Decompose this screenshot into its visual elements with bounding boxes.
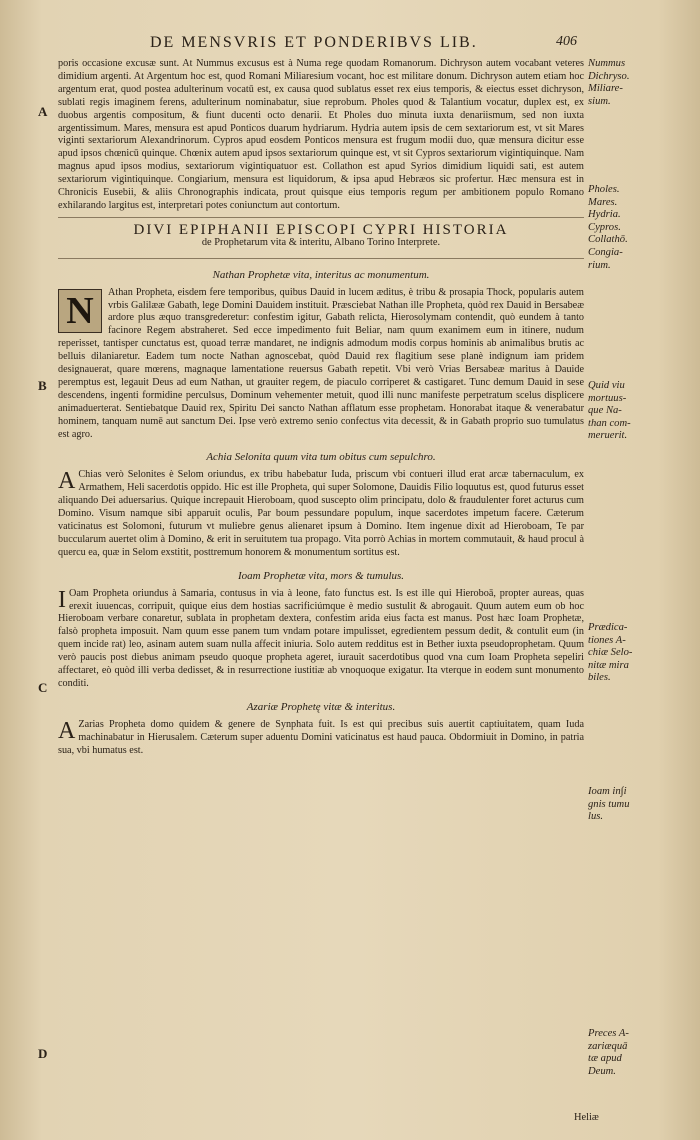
- nathan-text: Athan Propheta, eisdem fere temporibus, quibus Dauid in lucem æditus, è tribu & prosapia Thock, popularis autem vrbis Galilææ Gabath, lege Domini Dauidem instituit. Præsciebat Nathan ille Propheta, quòd rex Dauid in Bersabeæ ardore plus æquo transgrederetur: confestim igitur, Gabath relicta, Hierosolymam contendit, quò eundem à tanto facinore Regem abstraheret. Sed ecce impedimento fuit Beliar, nam quum exanimem eum in itinere, nudum reperisset, tantisper cunctatus est, quoad terræ mandaret, ne indignis admodum modis corpus hominis ab animalibus brutis ac belluis dilaniaretur. Eadem tum nocte Nathan agnoscebat, quòd Dauid rex flagitium sese planè indignum iam pridem designauerat, quare mœrens, magnaque lamentatione reuersus Gabath repetit. Vbi verò Vrias Bersabeæ maritus à Dauide peremptus est, legauit Deus ad eum Nathan, ut grauiter regem, de piaculo corriperet & castigaret. Tunc demum Dauid in sese descendens, ingenti formidine perculsus, Dominum vehementer metuit, quod illi nunc manifeste perpetratum scelus displicere animaduerterat. Sentiebatque Dauid rex, Spiritu Dei sancto Nathan afflatum esse prophetam. Honorabat itaque & venerabatur hominem, tanquam numē aut sanctum Dei. Ipse verò extremo senio confectus vita decessit, & in Gabath proprio suo tumulatus est agro.: [58, 286, 584, 440]
- margin-note-line: nitæ mira: [588, 659, 629, 671]
- decorated-initial: N: [58, 289, 102, 333]
- initial-letter: I: [58, 586, 66, 613]
- margin-note-1: [588, 58, 654, 108]
- section-letter-a: A: [38, 104, 48, 119]
- margin-note-line: Dichryso.: [588, 70, 630, 82]
- ioam-text: Oam Propheta oriundus à Samaria, contusus in via à leone, fato functus est. Is est ille qui Hieroboā, propter aureas, quas erexit iuuencas, corripuit, quique eius dem hostias sacrificiúmque è medio sustulit & abrogauit. Quum autem eum ob hoc Hieroboam verbare conaretur, sublata in prophetam dextera, confestim arida eius facta est manus. Post hæc Ioam Prophetæ, falsò propheta imposuit. Nam quum esse panem tum vndam potare impulisset, egredientem pessum dedit, & contulit eum (in quem incide rat) leo, asinam autem suam nulla affecit iniuria. Solo autem redditus est in Bether iuxta pseudoprophetam. Quum verò paucis post diebus animam pseudo quoque propheta ageret, iurauit sacerdotibus quod vna cum Ioam Propheta sepeliri affectaret, eò quòd illi verba dedisset, & in resurrectione iustitiæ ab vnoquoque exigatur. Ita vterque in eodem sunt monumento conditi.: [58, 587, 584, 689]
- margin-note-line: Congia-: [588, 246, 623, 258]
- section-subtitle: de Prophetarum vita & interitu, Albano Torino Interprete.: [201, 236, 441, 248]
- margin-note-line: tiones A-: [588, 634, 626, 646]
- margin-note-line: than com-: [588, 417, 631, 429]
- section-title: DIVI EPIPHANII EPISCOPI CYPRI HISTORIA: [133, 221, 509, 238]
- margin-note-line: mortuus-: [588, 392, 627, 404]
- margin-note-3: [588, 380, 654, 443]
- achia-text: Chias verò Selonites è Selom oriundus, ex tribu habebatur Iuda, priscum vbi contueri illud erat arcæ tabernaculum, ex Armathem, Heli sacerdotis oppido. Hic est ille Propheta, qui super Solomone, Dauidis Filio loquutus est, quod futurus esset aliquando Dei aduersarius. Quique increpauit Hieroboam, quod suscepto olim principatu, dolo & fraudulenter foret acturus cum Domino. Visum namque sibi apparuit oculis, Par boum pessundare populum, inque sacerdotes impetum facere. Cæterum vaticinatus est Solomoni, futurum vt muliebre genus alienaret ipsum à Domino. Item ingenue dixit ad Hieroboam, Te par buccularum auertet olim à Domino, & erit in seruitutem tua propago. Vita porrò Achias in mortem commutauit, & haud procul à quercu ea, quæ in Selom exstitit, posttremum honorem & monumentum sortitus est.: [58, 469, 584, 558]
- intro-paragraph: poris occasione excusæ sunt. At Nummus excusus est à Numa rege quodam Romanorum. Dichryson autem vocabant veteres dimidium argenti. At Argentum hoc est, quod Romani Miliaresium vocant, hoc est militare donum. Dichryson autem etiam hoc argentum erat, quod postea adulterinum vocatū est, ex causa quod sublatus esset rex eius temporis, & eiectus esset dichryson, sublati regis imaginem ferens, adulterinum nominabatur, siue reprobum. Pholes quod & Talantium vocatur, duplex est, ex duobus argentis compositum, & fiunt ducenti octo denarii. Et Pholes duo minuta iuxta denariismum, sed non iuxta argentissimum. Mares, mensura est apud Ponticos duarum hydriarum. Hydria autem ipsis de cem sextariorum est, vt sit Mares viginti sextariorum Alexandrinorum. Cypros apud eosdem Ponticos mensura est frugum modii duo, quæ mensura dicitur esse apud ipsos chœnicū quinque. Chœnix autem apud ipsos sextariorum quinque est, vt sit Cypros sextariorum vigintiquinque. Nam magnus apud ipsos modius, sextariorum vigintiquatuor est. Collathon est apud Syrios dimidium liquidi sati, est autem sextariorum vigintiquinque. Congiarium, mensura est liquidorum, & ipsa apud Hebræos sic profertur. Hæc mensura est in Chronicis Eusebii, & aliis Chronographis indicata, prout quisque eius temporis regum per ambitionem populo Romano exhilarando largitus est, interpretari potes coniunctum aut contortum.: [58, 58, 584, 211]
- running-header: DE MENSVRIS ET PONDERIBVS LIB.: [150, 34, 478, 51]
- section-divider: [58, 217, 584, 218]
- section-divider: [58, 258, 584, 259]
- initial-letter: A: [58, 717, 76, 744]
- margin-note-line: rium.: [588, 259, 611, 271]
- margin-note-line: Miliare-: [588, 83, 623, 95]
- margin-note-line: chiæ Selo-: [588, 647, 633, 659]
- margin-note-4: [588, 622, 654, 685]
- nathan-paragraph: [58, 287, 584, 442]
- margin-note-line: Deum.: [588, 1065, 616, 1077]
- ioam-paragraph: [58, 588, 584, 691]
- margin-note-line: Pholes.: [588, 184, 620, 195]
- section-letter-b: B: [38, 378, 47, 393]
- margin-note-line: Collathō.: [588, 234, 628, 246]
- margin-note-line: sium.: [588, 95, 611, 107]
- achia-paragraph: [58, 469, 584, 559]
- margin-note-line: Mares.: [588, 196, 618, 208]
- nathan-rubric: Nathan Prophetæ vita, interitus ac monumentum.: [212, 268, 430, 281]
- azaria-rubric: Azariæ Prophetę vitæ & interitus.: [246, 700, 396, 713]
- azaria-paragraph: [58, 719, 584, 758]
- margin-note-line: Nummus: [588, 58, 626, 69]
- margin-note-line: lus.: [588, 811, 604, 823]
- margin-note-2: [588, 184, 654, 272]
- margin-note-line: que Na-: [588, 405, 622, 417]
- ioam-rubric: Ioam Prophetæ vita, mors & tumulus.: [237, 569, 405, 582]
- margin-note-line: gnis tumu: [588, 798, 630, 810]
- folio-number: 406: [556, 34, 577, 49]
- catchword: Heliæ: [574, 1112, 599, 1123]
- azaria-text: Zarias Propheta domo quidem & genere de Synphata fuit. Is est qui precibus suis auertit captiuitatem, quam Iuda machinabatur in Hierusalem. Cæterum super aduentu Domini vaticinatus est haud pauca. Obdormiuit in Domino, in patria sua, vbi humatus est.: [58, 718, 584, 756]
- margin-note-line: tæ apud: [588, 1053, 622, 1065]
- margin-note-5: [588, 786, 654, 824]
- margin-note-line: Preces A-: [588, 1028, 629, 1039]
- margin-note-line: Cypros.: [588, 221, 621, 233]
- margin-note-line: Hydria.: [588, 209, 621, 221]
- margin-note-line: Ioam in∫i: [588, 786, 627, 797]
- margin-note-6: [588, 1028, 654, 1078]
- margin-note-line: Quid viu: [588, 380, 625, 391]
- margin-note-line: meruerit.: [588, 430, 628, 442]
- initial-letter: A: [58, 468, 76, 495]
- main-text-column: [58, 58, 584, 758]
- achia-rubric: Achia Selonita quum vita tum obitus cum sepulchro.: [206, 451, 436, 464]
- section-letter-d: D: [38, 1046, 48, 1061]
- margin-note-line: zariæquā: [588, 1040, 628, 1052]
- margin-note-line: Prædica-: [588, 622, 628, 633]
- margin-note-line: biles.: [588, 672, 611, 684]
- section-letter-c: C: [38, 680, 48, 695]
